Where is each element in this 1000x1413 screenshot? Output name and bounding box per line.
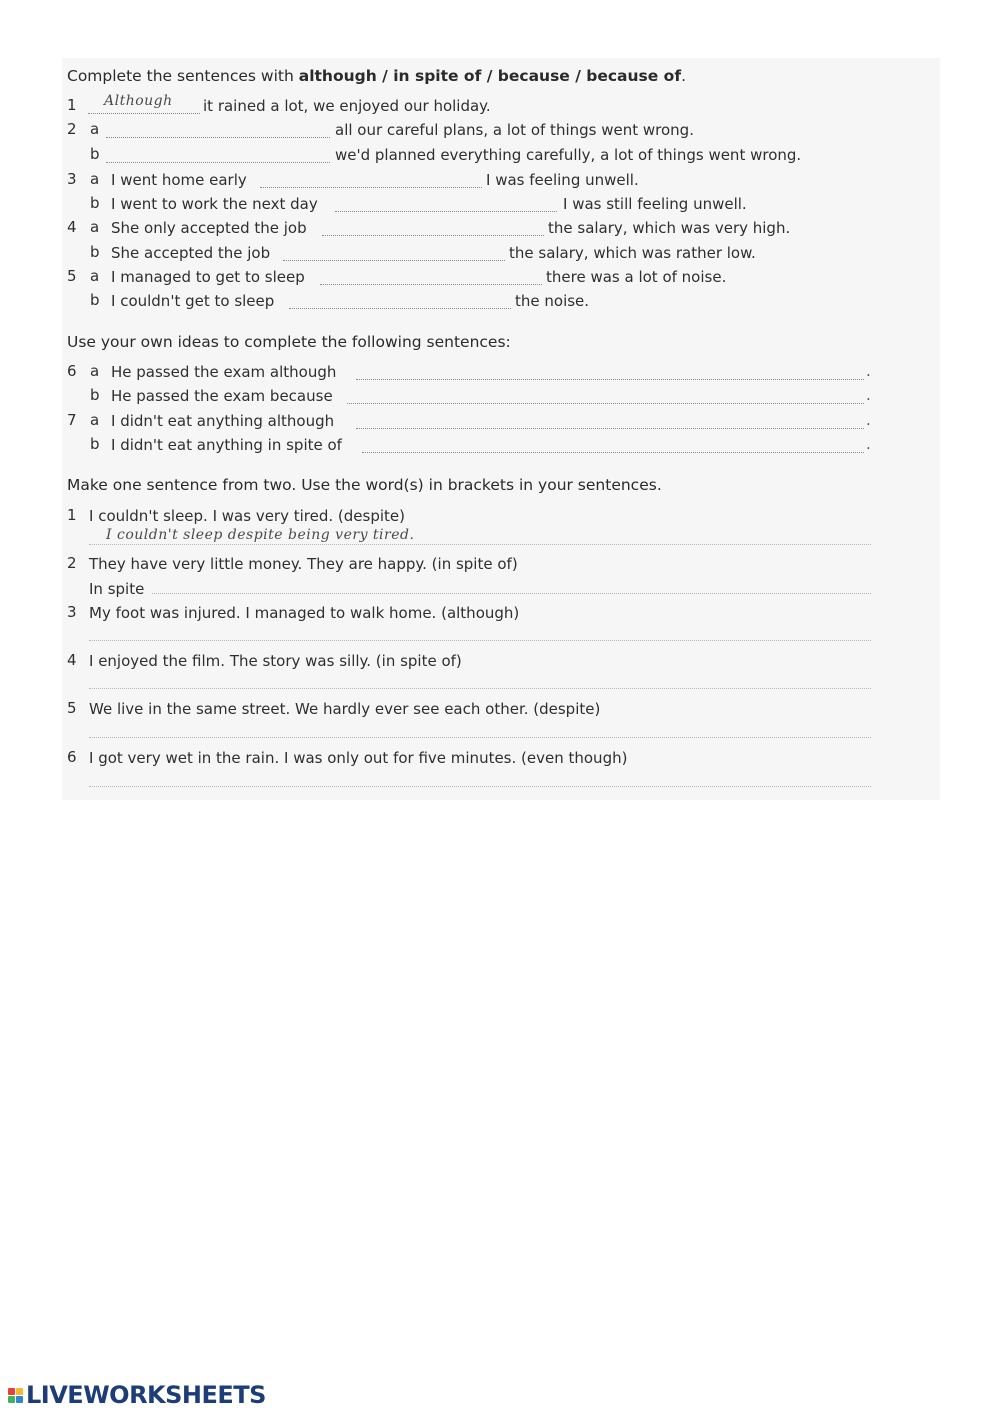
sentence-text: I didn't eat anything in spite of: [111, 436, 342, 454]
sentence-text: the noise.: [515, 292, 590, 310]
item-letter: b: [90, 386, 100, 404]
sentence-text: I enjoyed the film. The story was silly. (in spite of): [89, 652, 462, 670]
item-letter: a: [90, 362, 100, 380]
sentence-text: I couldn't sleep. I was very tired. (despite): [89, 507, 405, 525]
sentence-text: She only accepted the job: [111, 219, 307, 237]
sentence-text: I managed to get to sleep: [111, 268, 305, 286]
sentence-text: They have very little money. They are happy. (in spite of): [89, 555, 518, 573]
answer-blank-4b[interactable]: [283, 260, 505, 261]
sentence-text: it rained a lot, we enjoyed our holiday.: [203, 97, 491, 115]
answer-line-s3-2[interactable]: [152, 593, 871, 594]
sentence-text: I was still feeling unwell.: [563, 195, 747, 213]
sentence-end: .: [866, 411, 871, 429]
sentence-end: .: [866, 386, 871, 404]
answer-prefix: In spite: [89, 580, 145, 598]
item-letter: a: [90, 218, 100, 236]
item-number: 5: [67, 267, 77, 285]
item-letter: a: [90, 267, 100, 285]
sentence-text: I couldn't get to sleep: [111, 292, 275, 310]
item-number: 6: [67, 748, 77, 766]
answer-blank-2b[interactable]: [106, 162, 330, 163]
item-number: 6: [67, 362, 77, 380]
item-number: 1: [67, 506, 77, 524]
answer-line-s3-5[interactable]: [89, 737, 871, 738]
sentence-text: She accepted the job: [111, 244, 271, 262]
sentence-text: He passed the exam because: [111, 387, 333, 405]
answer-line-s3-6[interactable]: [89, 786, 871, 787]
item-letter: b: [90, 243, 100, 261]
item-letter: b: [90, 194, 100, 212]
section2-heading: Use your own ideas to complete the following sentences:: [67, 333, 511, 351]
sentence-end: .: [866, 362, 871, 380]
logo-square: [8, 1396, 15, 1403]
sentence-text: all our careful plans, a lot of things went wrong.: [335, 121, 694, 139]
answer-blank-7b[interactable]: [362, 452, 864, 453]
item-number: 3: [67, 603, 77, 621]
answer-blank-5b[interactable]: [289, 308, 511, 309]
answer-blank-6b[interactable]: [347, 403, 864, 404]
answer-blank-3b[interactable]: [335, 211, 557, 212]
item-number: 2: [67, 554, 77, 572]
sentence-text: My foot was injured. I managed to walk home. (although): [89, 604, 520, 622]
answer-blank-2a[interactable]: [106, 137, 330, 138]
item-number: 2: [67, 120, 77, 138]
section3-heading: Make one sentence from two. Use the word(s) in brackets in your sentences.: [67, 476, 662, 494]
sentence-text: He passed the exam although: [111, 363, 337, 381]
sentence-text: we'd planned everything carefully, a lot of things went wrong.: [335, 146, 802, 164]
item-number: 3: [67, 170, 77, 188]
answer-blank-5a[interactable]: [320, 284, 542, 285]
item-letter: b: [90, 291, 100, 309]
sentence-text: I went to work the next day: [111, 195, 318, 213]
item-number: 7: [67, 411, 77, 429]
sentence-text: I went home early: [111, 171, 247, 189]
sentence-text: there was a lot of noise.: [546, 268, 727, 286]
answer-blank-4a[interactable]: [322, 235, 544, 236]
answer-blank-1[interactable]: [88, 113, 200, 114]
item-number: 1: [67, 96, 77, 114]
answer-blank-3a[interactable]: [260, 187, 482, 188]
answer-blank-7a[interactable]: [356, 428, 864, 429]
logo-square: [16, 1396, 23, 1403]
sentence-text: We live in the same street. We hardly ever see each other. (despite): [89, 700, 601, 718]
sentence-text: I got very wet in the rain. I was only out for five minutes. (even though): [89, 749, 628, 767]
item-number: 5: [67, 699, 77, 717]
answer-line-s3-4[interactable]: [89, 688, 871, 689]
sentence-text: I was feeling unwell.: [486, 171, 639, 189]
item-letter: a: [90, 170, 100, 188]
item-letter: a: [90, 120, 100, 138]
logo-square: [8, 1388, 15, 1395]
handwritten-answer-s3-1: I couldn't sleep despite being very tired.: [106, 527, 415, 543]
sentence-end: .: [866, 435, 871, 453]
section1-heading: Complete the sentences with although / in spite of / because / because of.: [67, 67, 687, 85]
item-letter: b: [90, 435, 100, 453]
answer-line-s3-3[interactable]: [89, 640, 871, 641]
sentence-text: I didn't eat anything although: [111, 412, 335, 430]
logo-mark-icon: [8, 1388, 23, 1403]
sentence-text: the salary, which was rather low.: [509, 244, 756, 262]
brand-name: LIVEWORKSHEETS: [26, 1381, 266, 1409]
item-number: 4: [67, 651, 77, 669]
logo-square: [16, 1388, 23, 1395]
answer-line-s3-1[interactable]: [89, 544, 871, 545]
item-number: 4: [67, 218, 77, 236]
sentence-text: the salary, which was very high.: [548, 219, 791, 237]
handwritten-answer-1: Although: [104, 93, 173, 109]
liveworksheets-logo: [8, 1380, 266, 1410]
item-letter: a: [90, 411, 100, 429]
item-letter: b: [90, 145, 100, 163]
answer-blank-6a[interactable]: [356, 379, 864, 380]
